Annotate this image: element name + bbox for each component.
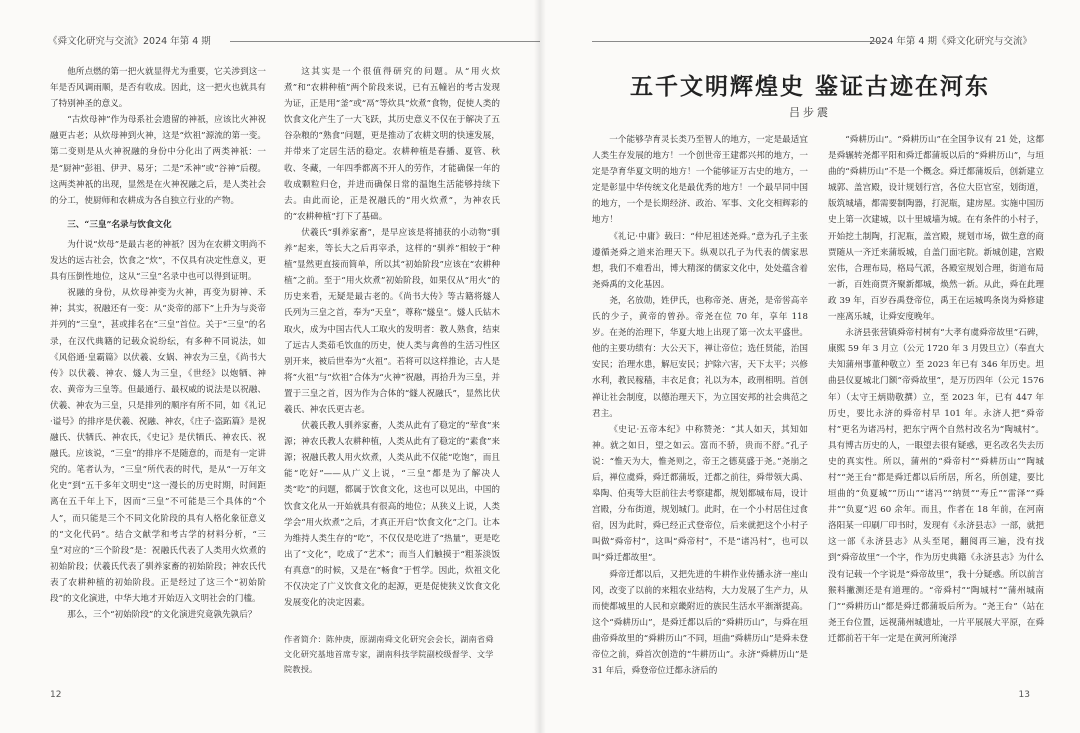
page-number-right: 13 — [1018, 690, 1030, 700]
paragraph: 那么，三个“初始阶段”的文化演进究竟孰先孰后？ — [67, 610, 257, 621]
paragraph: 这其实是一个很值得研究的问题。从“用火炊煮”和“农耕种植”两个阶段来说，已有五幢岩的考古发现为证，正是用“釜”或“鬲”等炊具“炊煮”食物，促使人类的饮食文化产生了一大飞跃，其历史意义不仅在于解决了五谷杂粮的“熟食”问题，更是推动了农耕文明的快速发展，并带来了定居生活的稳定。农耕种植是春播、夏管、秋收、冬藏，一年四季都离不开人的劳作，才能确保一年的收成颗粒归仓，并进而确保日常的温饱生活能够持续下去。由此而论，正是祝融氏的“用火炊煮”，为神农氏的“农耕种植”打下了基础。 — [284, 67, 500, 222]
page-number-left: 12 — [50, 690, 62, 700]
spine-gutter — [534, 0, 546, 733]
right-column-1 — [592, 132, 808, 680]
paragraph: 伏羲氏“驯养家畜”，是早应该是将捕获的小动物“驯养”起来，等长大之后再宰杀，这样的“驯养”相较于“种植”显然更直接而简单，所以其“初始阶段”应该在“农耕种植”之前。至于“用火炊煮”初始阶段，如果仅从“用火”的历史来看，无疑是最古老的。《尚书大传》等古籍将燧人氏列为三皇之首，奉为“天皇”，尊称“燧皇”。燧人氏钻木取火，成为中国古代人工取火的发明者：教人熟食，结束了远古人类茹毛饮血的历史，使人类与禽兽的生活习性区别开来，被后世奉为“火祖”。若将可以这样推论，古人是将“火祖”与“炊祖”合体为“火神”祝融，再拾升为三皇，并置于三皇之首，因为作为合体的“燧人祝融氏”，显然比伏羲氏、神农氏更古老。 — [284, 227, 500, 415]
paragraph: “古炊母神”作为母系社会遗留的神祇，应该比火神祝融更古老；从炊母神到火神，这是“炊祖”源流的第一变。第二变则是从火神祝融的身份中分化出了两类神祇：一是“厨神”彭祖、伊尹、易牙；二是“禾神”或“谷神”后稷。这两类神祇的出现，显然是在火神祝融之后，是人类社会的分工，使厨师和农耕成为各自独立行业的产物。 — [50, 115, 266, 206]
section-heading: 三、“三皇”名录与饮食文化 — [67, 219, 172, 230]
paragraph: 尧，名放勋，姓伊氏，也称帝尧、唐尧，是帝喾高辛氏的少子，黄帝的曾孙。帝尧在位 70 年，享年 118 岁。在尧的治理下，华夏大地上出现了第一次太平盛世。他的主要功绩有：大公天下，禅让帝位；选任贤能，治国安民；治理水患，解厄安民；护除六害，天下太平；兴修水利，教民稼穑，丰衣足食；礼以为本，政刑相明。首创禅让社会制度，以德治理天下，为立国安邦的社会典范之君主。 — [592, 295, 808, 419]
paragraph: 《史记·五帝本纪》中称赞尧：“其人如天，其知如神。就之如日，望之如云。富而不骄，贵而不舒。”孔子说：“惟天为大，惟尧则之，帝王之德莫盛于尧。”尧崩之后，禅位虞舜，舜迁都蒲坂，迁都之前往，舜带领大禹、皋陶、伯夷等大臣前往去考察建都，规划都城布局，设计宫殿，分布街道，规划城门。此时，在一个小村居住过食宿，因为此时，舜已经正式登帝位，后来就把这个小村子叫做“舜帝村”，这叫“舜帝村”，不是“诸冯村”，也可以叫“舜迁都故里”。 — [592, 424, 808, 564]
paragraph: 《礼记·中庸》载曰：“仲尼祖述尧舜。”意为孔子主张遵循尧舜之道来治理天下。纵观以孔子为代表的儒家思想，我们不难看出，博大精深的儒家文化中，处处蕴含着尧舜禹的文化基因。 — [592, 231, 808, 290]
paragraph: 伏羲氏教人驯养家畜，人类从此有了稳定的“荤食”来源；神农氏教人农耕种植，人类从此有了稳定的“素食”来源；祝融氏教人用火炊煮，人类从此不仅能“吃饱”，而且能“吃好”——从广义上说，“三皇”都是为了解决人类“吃”的问题，都属于饮食文化，这也可以见出，中国的饮食文化从一开始就具有很高的地位；从狭义上说，人类学会“用火炊煮”之后，才真正开启“饮食文化”之门。让本为维持人类生存的“吃”，不仅仅是吃进了“热量”，更是吃出了“文化”，吃成了“艺术”；而当人们触摸于“粗茶淡饭有真意”的时候，又是在“畅食”于哲学。因此，炊祖文化不仅决定了广义饮食文化的起源，更是促使狭义饮食文化发展变化的决定因素。 — [284, 421, 500, 609]
paragraph: 舜帝迁都以后，又把先进的牛耕作业传播永济一座山冈，改变了以前的来粗农业结构，大力发展了生产力，从而使都城里的人民和京畿附近的族民生活水平渐渐提高。这个“舜耕历山”，是舜迁都以后的“舜耕历山”，与舜在垣曲帝舜故里的“舜耕历山”不同，垣曲“舜耕历山”是舜未登帝位之前，舜首次创造的“牛耕历山”。永济“舜耕历山”是 31 年后，舜登帝位迁都永济后的 — [592, 569, 808, 677]
right-page — [540, 0, 1080, 733]
paragraph: “舜耕历山”。“舜耕历山”在全国争议有 21 处，这都是舜辗转尧都平阳和舜迁都蒲坂以后的“舜耕历山”，与垣曲的“舜耕历山”不是一个概念。舜迁都蒲坂后，创新建立城郭、盖宫殿，设计规划行宫，各位大臣官室，划街道，版筑城墙，都需要制陶器，打泥瓶，建房屋。实施中国历史上第一次建城，以十里城墙为城。在有条件的小村子，开始挖土制陶，打泥瓶，盖宫殿，规划市场，做生意的商贾随从一齐迁来蒲坂城，自盖门面宅院。新城创建，宫殿宏伟，合理布局，格局气派，各殿室规划合理，街道布局一新，百姓商贾齐聚新都城，焕然一新。从此，舜在此理政 39 年，百岁吞禹登帝位，禹王在运城鸣条岗为舜修建一座离乐城，让舜安度晚年。 — [828, 135, 1044, 323]
article-title: 五千文明辉煌史 鉴证古迹在河东 — [629, 73, 990, 100]
running-head-left: 《舜文化研究与交流》2024 年第 4 期 — [48, 36, 211, 47]
paragraph: 他所点燃的第一把火就显得尤为重要，它关涉到这一年是否风调雨顺，是否有收成。因此，这一把火也就具有了特别神圣的意义。 — [50, 67, 266, 110]
header-rule-right — [592, 41, 884, 42]
right-column-2 — [828, 132, 1044, 680]
left-column-1 — [50, 64, 266, 674]
paragraph: 为什说“炊母”是最古老的神祇？因为在农耕文明尚不发达的远古社会，饮食之“炊”，不仅具有决定性意义，更具有压倒性地位，这从“三皇”名录中也可以得到证明。 — [50, 239, 266, 283]
running-head-right: 2024 年第 4 期《舜文化研究与交流》 — [869, 36, 1032, 47]
paragraph: 一个能够孕育灵长类乃至智人的地方，一定是最适宜人类生存发展的地方！一个创世帝王建都兴邦的地方，一定是孕育华夏文明的地方！一个能够证万古史的地方，一定是彰显中华传统文化是最优秀的地方！一个最早同中国的地方，一个是长期经济、政治、军事、文化交相辉彩的地方！ — [592, 135, 808, 226]
author-note: 作者简介：陈仲庚，原湖南舜文化研究会会长，湖南省舜文化研究基地首席专家，湖南科技学院副校级督学、文学院教授。 — [284, 634, 494, 674]
left-column-2 — [284, 64, 500, 624]
paragraph: 祝融的身份，从炊母神变为火神，再变为厨神、禾神；其实，祝融还有一变：从“炎帝的部下”上升为与炎帝并列的“三皇”，甚或排名在“三皇”首位。关于“三皇”的名录，在汉代典籍的记载众说纷纭，有多种不同说法，如《风俗通·皇霸篇》以伏羲、女娲、神农为三皇，《尚书大传》以伏羲、神农、燧人为三皇，《世经》以炮牺、神农、黄帝为三皇等。但最通行、最权威的说法是以祝融、伏羲、神农为三皇，只是排列的顺序有所不同，如《礼记·谥号》的排序是伏羲、祝融、神农，《庄子·盗跖篇》是祝融氏、伏牺氏、神农氏，《史记》是伏牺氏、神农氏、祝融氏。应该说，“三皇”的排序不是随意的，而是有一定讲究的。笔者认为，“三皇”所代表的时代，是从“一万年文化史”到“五千多年文明史”这一漫长的历史时期，时间距离在五千年上下，因而“三皇”不可能是三个具体的“个人”，而只能是三个不同文化阶段的具有人格化象征意义的“文化代码”。结合文献学和考古学的材料分析，“三皇”对应的“三个阶段”是：祝融氏代表了人类用火炊煮的初始阶段；伏羲氏代表了驯养家畜的初始阶段；神农氏代表了农耕种植的初始阶段。正是经过了这三个“初始阶段”的文化演进，中华大地才开始迈入文明社会的门槛。 — [50, 288, 266, 604]
article-author: 吕步震 — [789, 106, 831, 119]
paragraph: 永济县张营镇舜帝村树有“大孝有虞舜帝故里”石碑，康熙 59 年 3 月立（公元 1720 年 3 月毁旦立）（奉直大夫知蒲州事董种敬立）至 2023 年已有 346 年历史。坦曲县仪夏城北门额“帝舜故里”，是万历四年（公元 1576 年）（太守王炳勋敬撰）立，至 2023 年，已有 447 年历史，要比永济的舜帝村早 101 年。永济人把“舜帝村”更名为诸冯村，把东宁两个自然村改名为“陶城村”。具有博古历史的人，一眼望去很有疑惑，更名改名失去历史的真实性。所以，蒲州的“舜帝村”“舜耕历山”“陶城村”“尧王台”都是舜迁都以后所居，所名，所创建，要比垣曲的“负夏城”“历山”“诸冯”“纳贤”“寿丘”“雷泽”“舜井”“负夏”迟 60 余年。而且，作者在 18 年前，在河南洛阳某一印刷厂印书时，发现有《永济县志》一部，就把这一部《永济县志》从头至尾，翻阅再三遍，没有找到“舜帝故里”一个字，作为历史典籍《永济县志》为什么没有记载一个字说是“舜帝故里”，我十分疑惑。所以前言猴料撇测还是有道理的。“帝舜村”“陶城村”“蒲州城南门”“舜耕历山”都是舜迁都蒲坂后所为。“尧王台”（站在尧王台位置，远视蒲州城遗址，一片平展展大平原，在舜迁都前若干年一定是在黄河所淹浮 — [828, 328, 1044, 644]
header-rule-left — [230, 41, 540, 42]
